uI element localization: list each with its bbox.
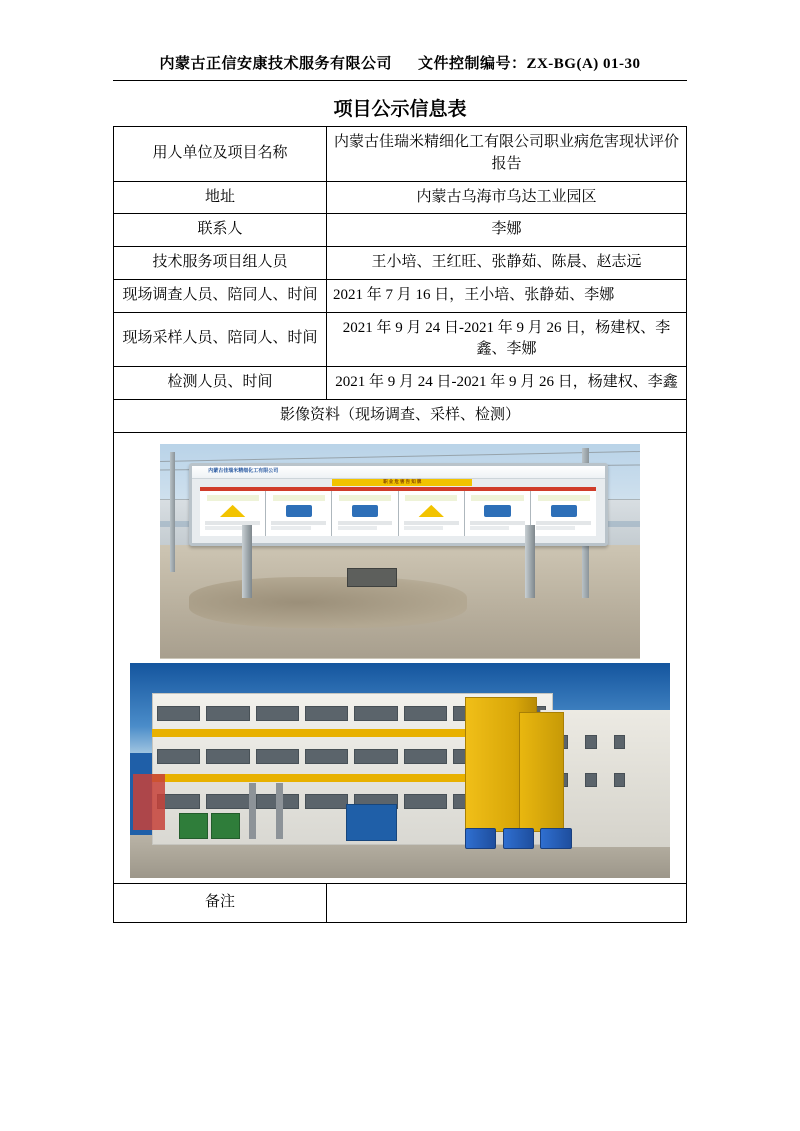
photo-board-post-left bbox=[242, 525, 253, 598]
photo2-red-equipment bbox=[133, 774, 165, 830]
row-label-site-survey: 现场调查人员、陪同人、时间 bbox=[114, 279, 327, 312]
photo-ground-box bbox=[347, 568, 397, 587]
media-wrapper bbox=[120, 444, 680, 878]
row-value-address: 内蒙古乌海市乌达工业园区 bbox=[327, 181, 687, 214]
table-row bbox=[114, 279, 687, 312]
board-cell bbox=[465, 491, 530, 536]
photo2-window bbox=[585, 735, 596, 749]
board-subtitle: 职 业 危 害 告 知 牌 bbox=[332, 479, 472, 486]
table-row bbox=[114, 181, 687, 214]
board-cell bbox=[200, 491, 265, 536]
board-cell bbox=[332, 491, 397, 536]
table-row-remark bbox=[114, 883, 687, 922]
project-info-table bbox=[113, 126, 687, 923]
row-label-contact: 联系人 bbox=[114, 214, 327, 247]
board-content-grid bbox=[200, 491, 596, 536]
row-label-testing-personnel: 检测人员、时间 bbox=[114, 367, 327, 400]
media-cell bbox=[114, 432, 687, 883]
table-row-media-title bbox=[114, 399, 687, 432]
photo2-pipe bbox=[276, 783, 283, 839]
row-label-remark: 备注 bbox=[114, 883, 327, 922]
media-section-title: 影像资料（现场调查、采样、检测） bbox=[114, 399, 687, 432]
row-value-remark bbox=[327, 883, 687, 922]
row-value-site-survey: 2021 年 7 月 16 日，王小培、张静茹、李娜 bbox=[327, 279, 687, 312]
table-row bbox=[114, 214, 687, 247]
photo2-blue-drum bbox=[540, 828, 572, 849]
row-label-employer-project: 用人单位及项目名称 bbox=[114, 127, 327, 182]
board-cell bbox=[531, 491, 596, 536]
page-header bbox=[113, 52, 687, 73]
photo-pole-left bbox=[170, 452, 176, 572]
row-label-team-members: 技术服务项目组人员 bbox=[114, 247, 327, 280]
page-title: 项目公示信息表 bbox=[333, 99, 467, 120]
photo2-blue-drum bbox=[465, 828, 497, 849]
row-value-testing-personnel: 2021 年 9 月 24 日-2021 年 9 月 26 日，杨建权、李鑫 bbox=[327, 367, 687, 400]
table-row bbox=[114, 312, 687, 367]
photo2-window bbox=[614, 773, 625, 787]
photo2-window bbox=[585, 773, 596, 787]
row-value-team-members: 王小培、王红旺、张静茹、陈晨、赵志远 bbox=[327, 247, 687, 280]
photo-factory-exterior bbox=[130, 663, 670, 878]
header-company-name: 内蒙古正信安康技术服务有限公司 bbox=[159, 56, 392, 72]
row-value-contact: 李娜 bbox=[327, 214, 687, 247]
board-cell bbox=[399, 491, 464, 536]
header-doc-control-number: 文件控制编号：ZX-BG(A) 01-30 bbox=[417, 56, 641, 72]
row-label-site-sampling: 现场采样人员、陪同人、时间 bbox=[114, 312, 327, 367]
table-row bbox=[114, 367, 687, 400]
board-red-banner bbox=[200, 487, 596, 491]
photo2-door bbox=[346, 804, 397, 840]
header-divider bbox=[113, 80, 687, 81]
row-label-address: 地址 bbox=[114, 181, 327, 214]
photo2-yellow-duct-secondary bbox=[519, 712, 564, 832]
board-company-title: 内蒙古佳瑞米精细化工有限公司 bbox=[192, 466, 605, 479]
table-row bbox=[114, 247, 687, 280]
photo-board-post-right bbox=[525, 525, 536, 598]
photo2-green-bin bbox=[179, 813, 208, 839]
photo2-green-bin bbox=[211, 813, 240, 839]
table-row bbox=[114, 127, 687, 182]
photo2-blue-drum bbox=[503, 828, 535, 849]
photo-billboard bbox=[160, 444, 640, 659]
photo-dirt-patch bbox=[189, 577, 467, 629]
row-value-site-sampling: 2021 年 9 月 24 日-2021 年 9 月 26 日，杨建权、李鑫、李娜 bbox=[327, 312, 687, 367]
photo2-window bbox=[614, 735, 625, 749]
row-value-employer-project: 内蒙古佳瑞米精细化工有限公司职业病危害现状评价报告 bbox=[327, 127, 687, 182]
table-row-media bbox=[114, 432, 687, 883]
board-cell bbox=[266, 491, 331, 536]
photo2-pipe bbox=[249, 783, 256, 839]
